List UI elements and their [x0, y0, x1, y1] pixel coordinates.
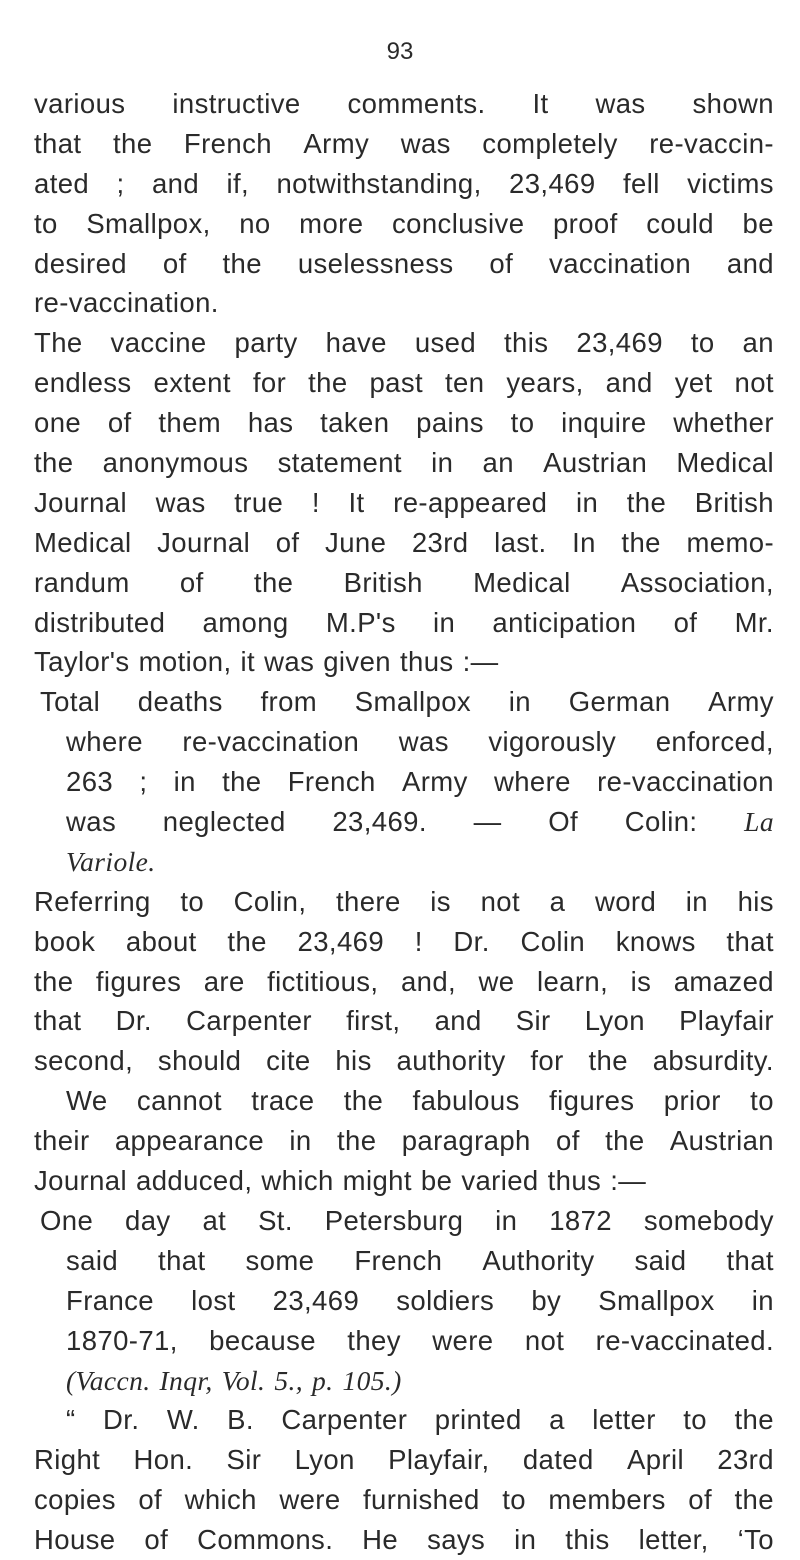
text-line: one of them has taken pains to inquire whether [34, 407, 774, 439]
text-line: was neglected 23,469. — Of Colin: La [66, 806, 774, 838]
text-line: We cannot trace the fabulous figures prior to [66, 1085, 774, 1117]
text-line: to Smallpox, no more conclusive proof could be [34, 207, 774, 239]
text-line: Variole. [66, 845, 156, 877]
text-line: “ Dr. W. B. Carpenter printed a letter to the [66, 1404, 774, 1436]
text-line: Medical Journal of June 23rd last. In the memo- [34, 526, 774, 558]
text-line: One day at St. Petersburg in 1872 somebody [40, 1204, 774, 1236]
text-line: said that some French Authority said that [66, 1244, 774, 1276]
text-line: 1870-71, because they were not re-vaccinated. [66, 1324, 774, 1356]
text-line: 263 ; in the French Army where re-vaccination [66, 766, 774, 798]
text-line: various instructive comments. It was shown [34, 88, 774, 119]
text-line: second, should cite his authority for the absurdity. [34, 1045, 774, 1077]
text-line: Total deaths from Smallpox in German Army [40, 686, 774, 718]
text-line: that the French Army was completely re-vaccin- [34, 127, 774, 159]
text-line: copies of which were furnished to members of the [34, 1484, 774, 1516]
text-line: Journal adduced, which might be varied thus :— [34, 1165, 647, 1197]
text-line: the anonymous statement in an Austrian Medical [34, 447, 774, 479]
text-line: endless extent for the past ten years, and yet not [34, 367, 774, 399]
text-line: distributed among M.P's in anticipation of Mr. [34, 606, 774, 638]
body-text [34, 84, 774, 1560]
text-line: France lost 23,469 soldiers by Smallpox in [66, 1284, 774, 1316]
text-line: desired of the uselessness of vaccination and [34, 247, 774, 279]
text-line: re-vaccination. [34, 287, 219, 319]
text-line: (Vaccn. Inqr, Vol. 5., p. 105.) [66, 1364, 402, 1396]
text-line: Right Hon. Sir Lyon Playfair, dated April 23rd [34, 1444, 774, 1476]
text-line: House of Commons. He says in this letter, ‘To [34, 1524, 774, 1556]
text-line: ated ; and if, notwithstanding, 23,469 fell victims [34, 167, 774, 199]
text-line: The vaccine party have used this 23,469 to an [34, 327, 774, 359]
text-line: where re-vaccination was vigorously enforced, [66, 726, 774, 758]
text-line: their appearance in the paragraph of the Austrian [34, 1125, 774, 1157]
text-line: the figures are fictitious, and, we learn, is amazed [34, 965, 774, 997]
page-number: 93 [386, 38, 414, 65]
text-line: book about the 23,469 ! Dr. Colin knows that [34, 925, 774, 957]
text-line: Referring to Colin, there is not a word in his [34, 885, 774, 917]
text-line: randum of the British Medical Association, [34, 566, 774, 598]
text-line: that Dr. Carpenter first, and Sir Lyon Playfair [34, 1005, 774, 1037]
text-line: Taylor's motion, it was given thus :— [34, 646, 499, 678]
text-line: Journal was true ! It re-appeared in the British [34, 486, 774, 518]
